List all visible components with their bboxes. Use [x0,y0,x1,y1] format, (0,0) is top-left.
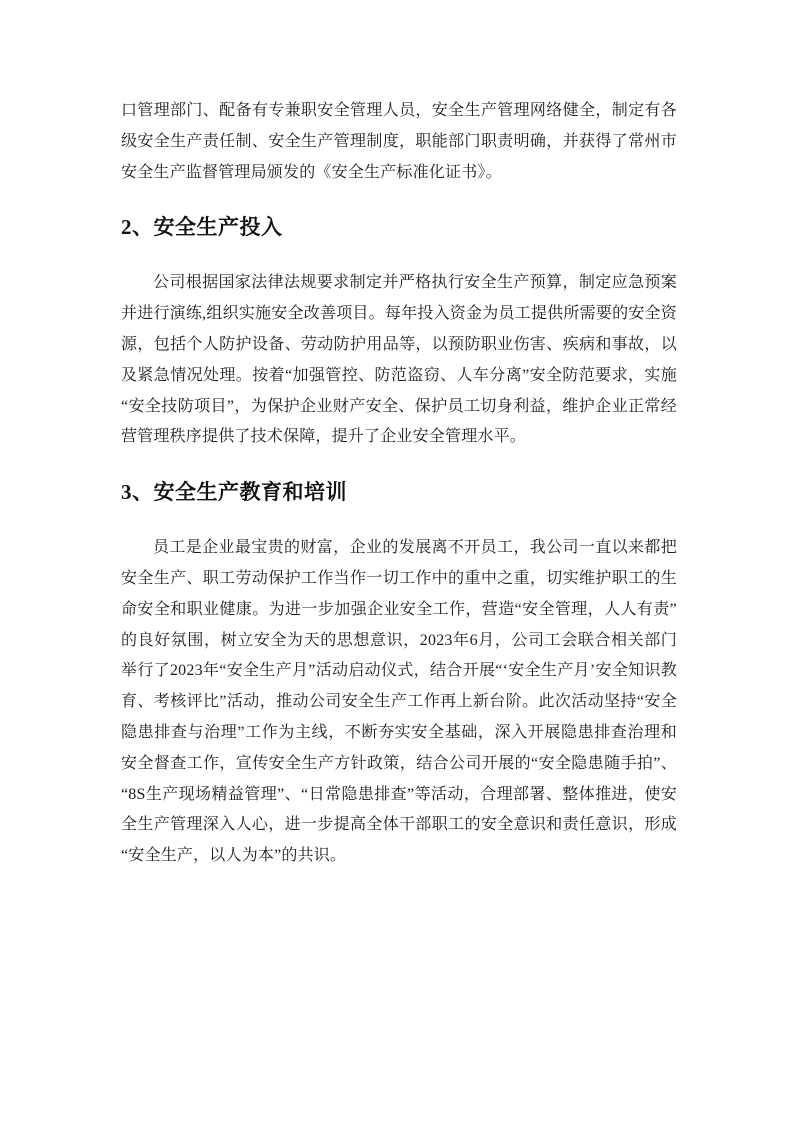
section-safety-education-training-paragraph: 员工是企业最宝贵的财富，企业的发展离不开员工，我公司一直以来都把安全生产、职工劳动保护工作当作一切工作中的重中之重，切实维护职工的生命安全和职业健康。为进一步加强企业安全工作，营造“安全管理，人人有责”的良好氛围，树立安全为天的思想意识，2023年6月，公司工会联合相关部门举行了2023年“安全生产月”活动启动仪式，结合开展“‘安全生产月’安全知识教育、考核评比”活动，推动公司安全生产工作再上新台阶。此次活动坚持“安全隐患排查与治理”工作为主线，不断夯实安全基础，深入开展隐患排查治理和安全督查工作，宣传安全生产方针政策，结合公司开展的“安全隐患随手拍”、“8S生产现场精益管理”、“日常隐患排查”等活动，合理部署、整体推进，使安全生产管理深入人心，进一步提高全体干部职工的安全意识和责任意识，形成“安全生产，以人为本”的共识。 [121,539,677,865]
section-heading-safety-education-training: 3、安全生产教育和培训 [121,480,347,505]
continuation-paragraph: 口管理部门、配备有专兼职安全管理人员，安全生产管理网络健全，制定有各级安全生产责任制、安全生产管理制度，职能部门职责明确，并获得了常州市安全生产监督管理局颁发的《安全生产标准化证书》。 [121,102,677,181]
section-heading-safety-investment: 2、安全生产投入 [121,215,283,240]
section-safety-investment-paragraph: 公司根据国家法律法规要求制定并严格执行安全生产预算，制定应急预案并进行演练,组织实施安全改善项目。每年投入资金为员工提供所需要的安全资源，包括个人防护设备、劳动防护用品等，以预防职业伤害、疾病和事故，以及紧急情况处理。按着“加强管控、防范盗窃、人车分离”安全防范要求，实施“安全技防项目”，为保护企业财产安全、保护员工切身利益，维护企业正常经营管理秩序提供了技术保障，提升了企业安全管理水平。 [121,274,677,446]
